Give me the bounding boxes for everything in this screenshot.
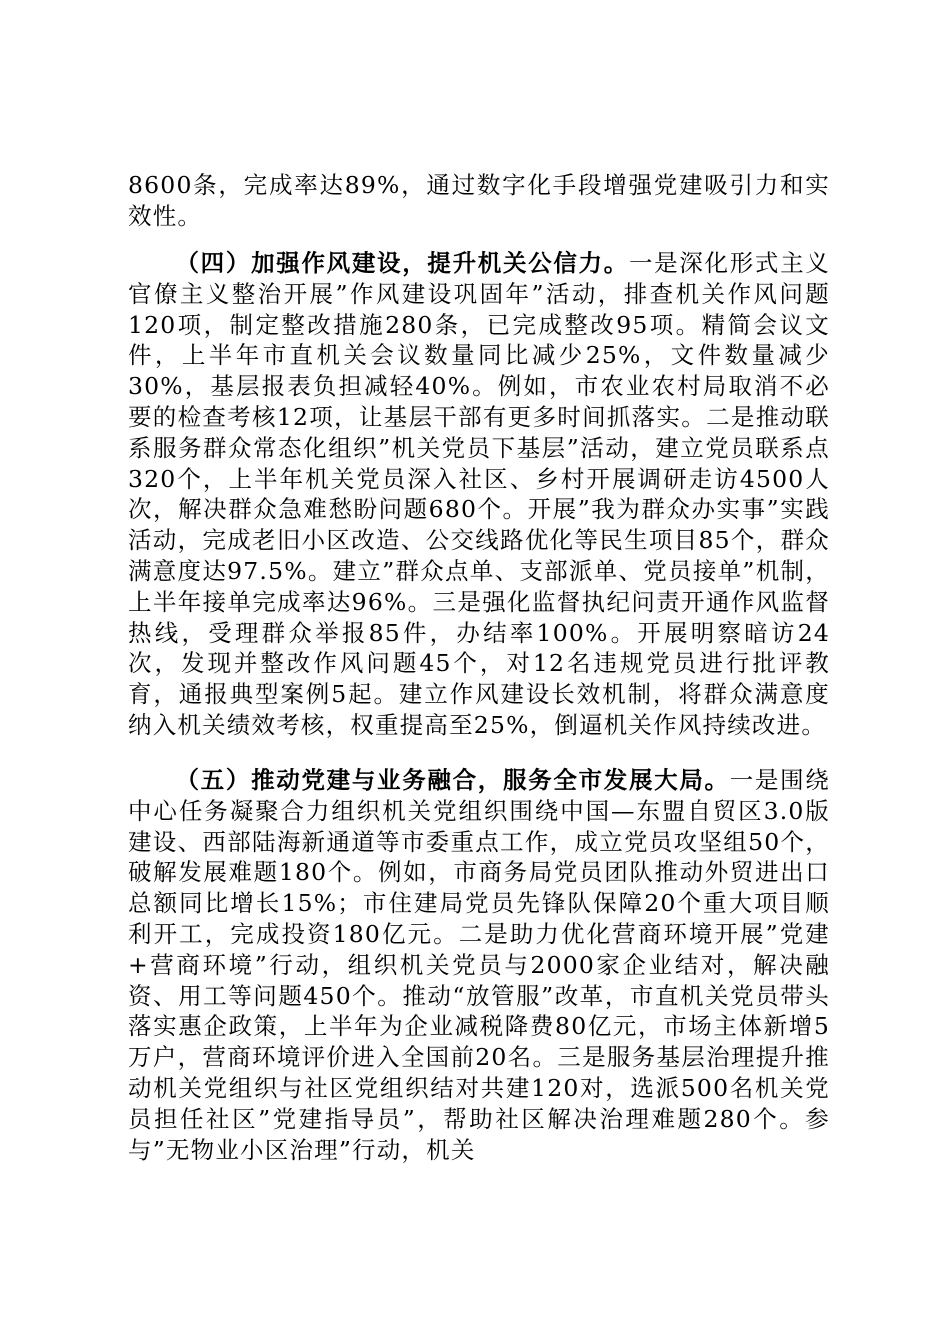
section-five-body: 一是围绕中心任务凝聚合力组织机关党组织围绕中国—东盟自贸区3.0版建设、西部陆海新通道等市委重点工作，成立党员攻坚组50个，破解发展难题180个。例如，市商务局党员团队推动外贸进出口总额同比增长15%；市住建局党员先锋队保障20个重大项目顺利开工，完成投资180亿元。二是助力优化营商环境开展”党建+营商环境”行动，组织机关党员与2000家企业结对，解决融资、用工等问题450个。推动“放管服”改革，市直机关党员带头落实惠企政策，上半年为企业减税降费80亿元，市场主体新增5万户，营商环境评价进入全国前20名。三是服务基层治理提升推动机关党组织与社区党组织结对共建120对，选派500名机关党员担任社区”党建指导员”，帮助社区解决治理难题280个。参与”无物业小区治理”行动，机关 <box>128 766 830 1164</box>
section-four-paragraph <box>128 248 830 741</box>
section-four-heading: （四）加强作风建设，提升机关公信力。 <box>175 249 629 277</box>
continued-paragraph: 8600条，完成率达89%，通过数字化手段增强党建吸引力和实效性。 <box>128 171 830 230</box>
section-five-paragraph <box>128 765 830 1165</box>
section-five-heading: （五）推动党建与业务融合，服务全市发展大局。 <box>175 766 730 794</box>
section-four-body: 一是深化形式主义官僚主义整治开展”作风建设巩固年”活动，排查机关作风问题120项，制定整改措施280条，已完成整改95项。精简会议文件，上半年市直机关会议数量同比减少25%，文件数量减少30%，基层报表负担减轻40%。例如，市农业农村局取消不必要的检查考核12项，让基层干部有更多时间抓落实。二是推动联系服务群众常态化组织”机关党员下基层”活动，建立党员联系点320个，上半年机关党员深入社区、乡村开展调研走访4500人次，解决群众急难愁盼问题680个。开展”我为群众办实事”实践活动，完成老旧小区改造、公交线路优化等民生项目85个，群众满意度达97.5%。建立”群众点单、支部派单、党员接单”机制，上半年接单完成率达96%。三是强化监督执纪问责开通作风监督热线，受理群众举报85件，办结率100%。开展明察暗访24次，发现并整改作风问题45个，对12名违规党员进行批评教育，通报典型案例5起。建立作风建设长效机制，将群众满意度纳入机关绩效考核，权重提高至25%，倒逼机关作风持续改进。 <box>128 249 830 739</box>
